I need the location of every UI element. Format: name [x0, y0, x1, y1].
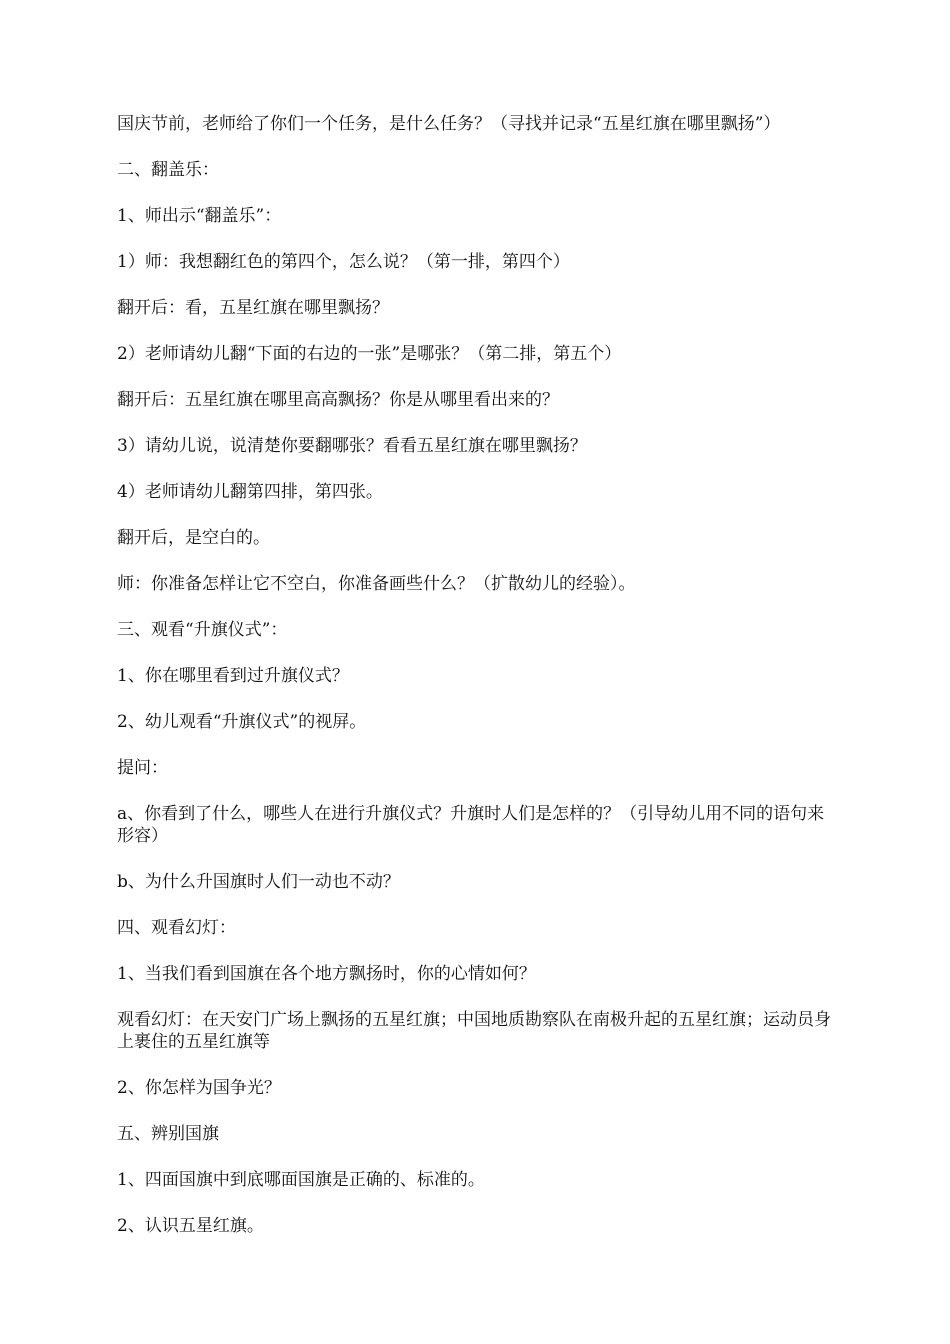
- heading-section-2: 二、翻盖乐：: [117, 160, 219, 180]
- paragraph-task-intro: 国庆节前，老师给了你们一个任务，是什么任务？（寻找并记录“五星红旗在哪里飘扬”）: [117, 114, 781, 134]
- heading-section-3: 三、观看“升旗仪式”：: [117, 620, 288, 640]
- paragraph-item: b、为什么升国旗时人们一动也不动？: [117, 872, 400, 892]
- paragraph-item: 翻开后：五星红旗在哪里高高飘扬？你是从哪里看出来的？: [117, 390, 559, 410]
- paragraph-item: a、你看到了什么，哪些人在进行升旗仪式？升旗时人们是怎样的？（引导幼儿用不同的语句来形容）: [117, 804, 825, 846]
- paragraph-item: 2、认识五星红旗。: [117, 1216, 264, 1236]
- paragraph-item: 观看幻灯：在天安门广场上飘扬的五星红旗；中国地质勘察队在南极升起的五星红旗；运动员身上裹住的五星红旗等: [117, 1010, 831, 1052]
- paragraph-item: 1、四面国旗中到底哪面国旗是正确的、标准的。: [117, 1170, 485, 1190]
- heading-section-4: 四、观看幻灯：: [117, 918, 236, 938]
- paragraph-item: 1）师：我想翻红色的第四个，怎么说？（第一排，第四个）: [117, 252, 570, 272]
- paragraph-item: 3）请幼儿说，说清楚你要翻哪张？看看五星红旗在哪里飘扬？: [117, 436, 587, 456]
- paragraph-item: 1、当我们看到国旗在各个地方飘扬时，你的心情如何？: [117, 964, 536, 984]
- paragraph-item: 1、师出示“翻盖乐”：: [117, 206, 282, 226]
- paragraph-item: 2、你怎样为国争光？: [117, 1078, 281, 1098]
- paragraph-item: 2、幼儿观看“升旗仪式”的视屏。: [117, 712, 367, 732]
- paragraph-item: 师：你准备怎样让它不空白，你准备画些什么？（扩散幼儿的经验）。: [117, 574, 636, 594]
- paragraph-item: 翻开后，是空白的。: [117, 528, 270, 548]
- paragraph-item: 翻开后：看，五星红旗在哪里飘扬？: [117, 298, 389, 318]
- document-body: [117, 113, 835, 1261]
- paragraph-item: 1、你在哪里看到过升旗仪式？: [117, 666, 349, 686]
- heading-section-5: 五、辨别国旗: [117, 1124, 219, 1144]
- paragraph-item: 提问：: [117, 758, 168, 778]
- paragraph-item: 2）老师请幼儿翻“下面的右边的一张”是哪张？（第二排，第五个）: [117, 344, 622, 364]
- paragraph-item: 4）老师请幼儿翻第四排，第四张。: [117, 482, 383, 502]
